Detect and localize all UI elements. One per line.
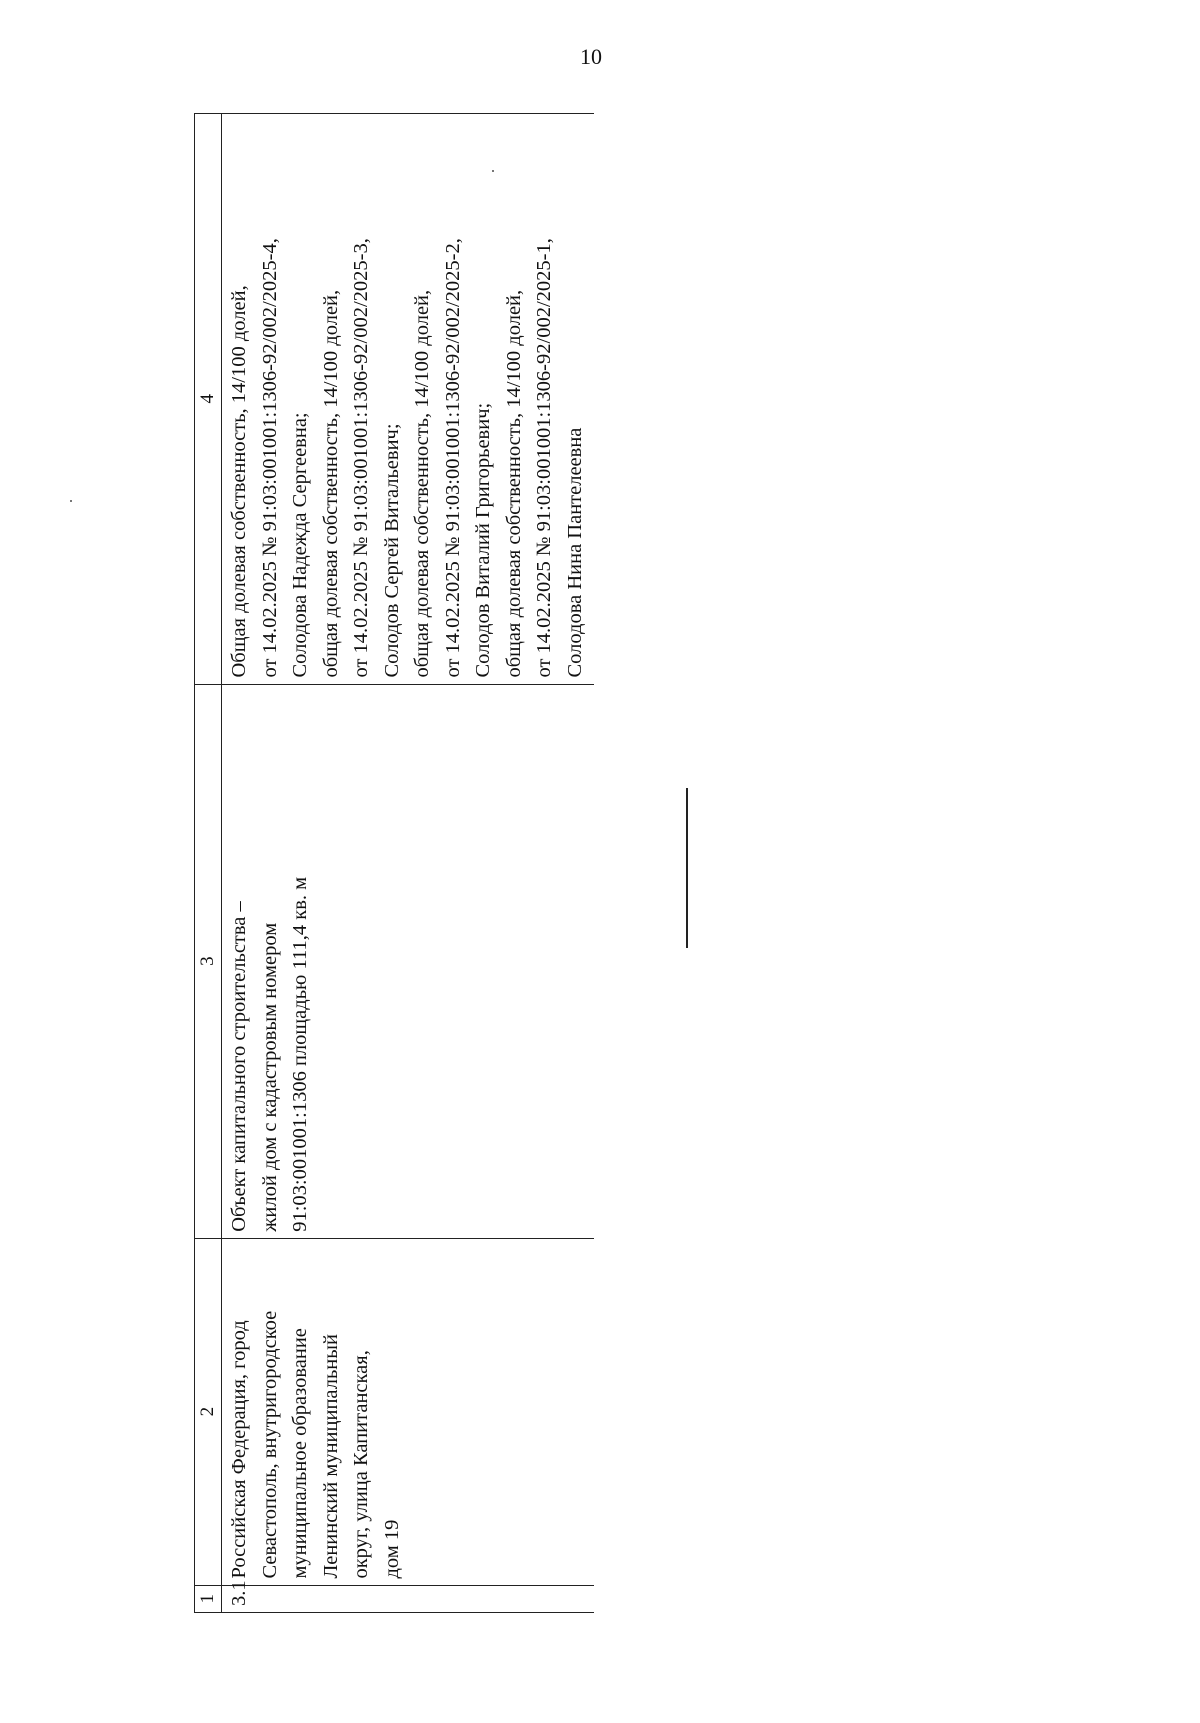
object-line: Объект капитального строительства – bbox=[228, 901, 250, 1232]
separator-line bbox=[686, 788, 688, 948]
rights-line: Солодова Нина Пантелеевна bbox=[563, 427, 586, 678]
rights-line: от 14.02.2025 № 91:03:001001:1306-92/002/2025-3, bbox=[350, 238, 372, 678]
rights-line: Солодов Виталий Григорьевич; bbox=[472, 402, 494, 678]
header-col-1: 1 bbox=[195, 1585, 222, 1612]
address-line: Севастополь, внутригородское bbox=[258, 1310, 281, 1579]
rights-line: общая долевая собственность, 14/100 долей, bbox=[502, 289, 525, 678]
rights-line: Солодова Надежда Сергеевна; bbox=[289, 412, 311, 678]
header-col-3: 3 bbox=[195, 684, 222, 1238]
rights-line: Солодов Сергей Витальевич; bbox=[380, 423, 403, 678]
table-header-row bbox=[195, 114, 222, 1613]
rights-cell bbox=[222, 114, 595, 685]
address-line: Ленинский муниципальный bbox=[319, 1333, 342, 1579]
rights-line: от 14.02.2025 № 91:03:001001:1306-92/002/2025-4, bbox=[258, 238, 281, 678]
rights-line: общая долевая собственность, 14/100 долей, bbox=[319, 289, 342, 678]
property-rights-table bbox=[194, 113, 594, 1613]
rotated-table-wrapper bbox=[194, 113, 594, 1613]
page-number: 10 bbox=[580, 44, 602, 69]
rights-line: от 14.02.2025 № 91:03:001001:1306-92/002/2025-2, bbox=[441, 238, 464, 678]
address-cell bbox=[222, 1238, 595, 1585]
row-number: 3.1 bbox=[222, 1585, 595, 1612]
rights-line: общая долевая собственность, 14/100 долей, bbox=[411, 289, 433, 678]
address-line: Российская Федерация, город bbox=[228, 1320, 250, 1579]
object-line: 91:03:001001:1306 площадью 111,4 кв. м bbox=[289, 876, 311, 1232]
object-cell bbox=[222, 684, 595, 1238]
header-col-4: 4 bbox=[195, 114, 222, 685]
stray-mark bbox=[70, 500, 72, 502]
object-line: жилой дом с кадастровым номером bbox=[258, 922, 281, 1232]
address-line: округ, улица Капитанская, bbox=[350, 1350, 372, 1579]
header-col-2: 2 bbox=[195, 1238, 222, 1585]
rights-line: Общая долевая собственность, 14/100 долей, bbox=[228, 285, 250, 678]
address-line: дом 19 bbox=[380, 1519, 403, 1579]
rights-line: от 14.02.2025 № 91:03:001001:1306-92/002/2025-1, bbox=[533, 238, 555, 678]
address-line: муниципальное образование bbox=[289, 1328, 311, 1579]
table-row bbox=[222, 114, 595, 1613]
